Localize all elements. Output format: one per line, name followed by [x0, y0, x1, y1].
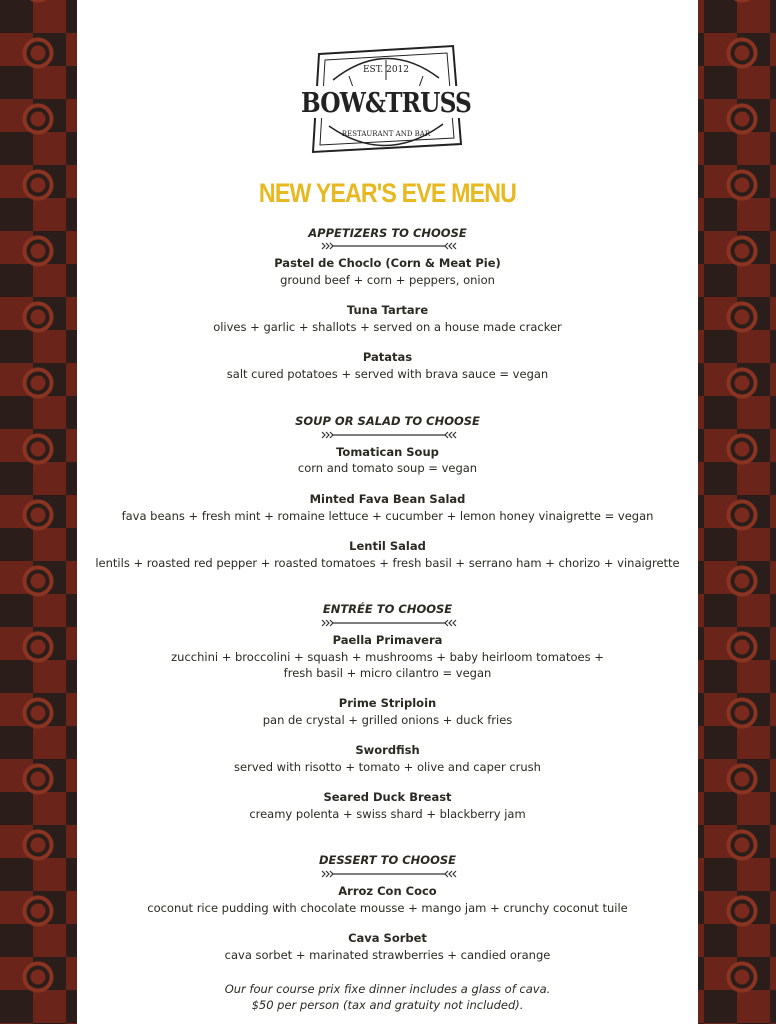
decorative-border-left [0, 0, 77, 1024]
section-title-soup-salad: SOUP OR SALAD TO CHOOSE [295, 414, 480, 428]
section-divider-ornament [320, 870, 458, 878]
section-title-appetizers: APPETIZERS TO CHOOSE [308, 226, 467, 240]
menu-item-description: served with risotto + tomato + olive and caper crush [234, 760, 541, 774]
menu-item-name: Minted Fava Bean Salad [309, 492, 466, 506]
decorative-border-right [698, 0, 776, 1024]
menu-item-name: Pastel de Choclo (Corn & Meat Pie) [274, 256, 501, 270]
section-title-entree: ENTRÉE TO CHOOSE [322, 602, 453, 616]
menu-item-description: coconut rice pudding with chocolate mousse + mango jam + crunchy coconut tuile [147, 901, 628, 915]
menu-item-description: ground beef + corn + peppers, onion [280, 273, 495, 287]
menu-item-name: Patatas [362, 350, 413, 364]
logo-est-text: EST. 2012 [362, 65, 410, 75]
logo-name-text: BOW&TRUSS [301, 88, 471, 119]
footer-line-cava: Our four course prix fixe dinner includes a glass of cava. [224, 982, 551, 996]
menu-item-name: Paella Primavera [332, 633, 443, 647]
menu-item-description: zucchini + broccolini + squash + mushrooms + baby heirloom tomatoes + [171, 650, 604, 664]
menu-item-description: creamy polenta + swiss shard + blackberry jam [249, 807, 526, 821]
menu-item-description: olives + garlic + shallots + served on a house made cracker [213, 320, 562, 334]
footer-line-price: $50 per person (tax and gratuity not included). [251, 998, 524, 1012]
menu-item-name: Seared Duck Breast [323, 790, 452, 804]
section-title-dessert: DESSERT TO CHOOSE [319, 853, 456, 867]
menu-item-name: Prime Striploin [338, 696, 437, 710]
menu-item-description: pan de crystal + grilled onions + duck fries [262, 713, 513, 727]
logo-tagline-text: RESTAURANT AND BAR [341, 130, 431, 138]
menu-item-description: fava beans + fresh mint + romaine lettuce + cucumber + lemon honey vinaigrette = vegan [121, 509, 654, 523]
menu-title: NEW YEAR'S EVE MENU [258, 178, 517, 208]
bow-truss-logo [299, 40, 473, 158]
menu-item-name: Swordfish [355, 743, 420, 757]
menu-item-description: lentils + roasted red pepper + roasted tomatoes + fresh basil + serrano ham + chorizo + vinaigrette [95, 556, 680, 570]
menu-item-name: Cava Sorbet [348, 931, 427, 945]
menu-item-name: Arroz Con Coco [338, 884, 437, 898]
menu-item-description: corn and tomato soup = vegan [297, 461, 478, 475]
menu-item-description: cava sorbet + marinated strawberries + candied orange [224, 948, 551, 962]
section-divider-ornament [320, 619, 458, 627]
menu-item-name: Lentil Salad [349, 539, 426, 553]
section-divider-ornament [320, 431, 458, 439]
menu-item-name: Tomatican Soup [336, 445, 439, 459]
menu-page [77, 0, 698, 1024]
menu-item-name: Tuna Tartare [346, 303, 429, 317]
menu-item-description: salt cured potatoes + served with brava sauce = vegan [226, 367, 549, 381]
menu-item-description-continued: fresh basil + micro cilantro = vegan [283, 666, 492, 680]
menu-footer [77, 981, 698, 1013]
section-divider-ornament [320, 242, 458, 250]
